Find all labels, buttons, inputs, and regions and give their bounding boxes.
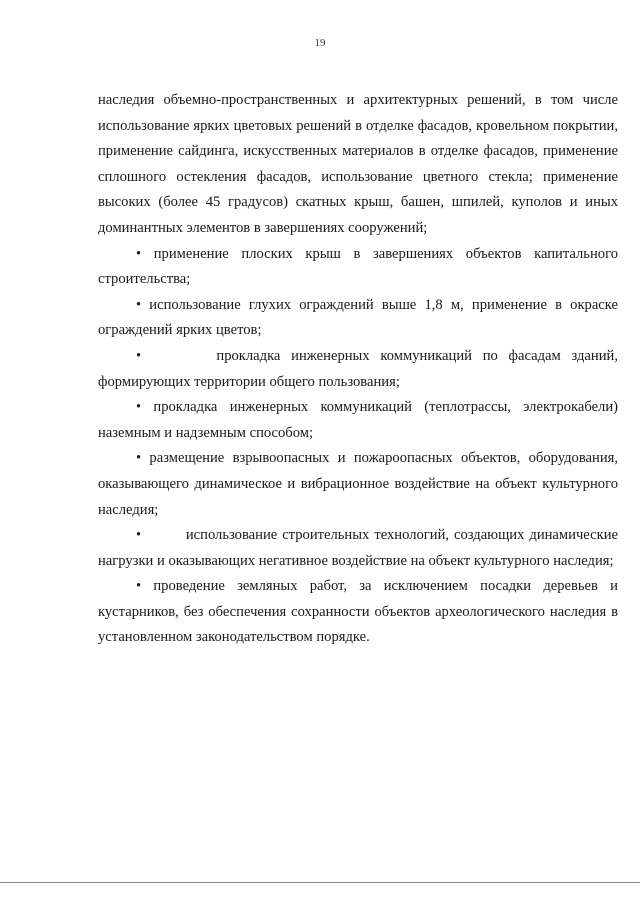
list-item: • прокладка инженерных коммуникаций (теплотрассы, электрокабели) наземным и надземным способом; bbox=[98, 399, 618, 441]
list-item: • размещение взрывоопасных и пожароопасных объектов, оборудования, оказывающего динамическое и вибрационное воздействие на объект культурного наследия; bbox=[98, 450, 618, 518]
list-item: • использование глухих ограждений выше 1,8 м, применение в окраске ограждений ярких цветов; bbox=[98, 296, 618, 339]
document-body bbox=[98, 88, 622, 651]
list-item: • применение плоских крыш в завершениях объектов капитального строительства; bbox=[98, 245, 618, 288]
list-item: • прокладка инженерных коммуникаций по фасадам зданий, формирующих территории общего пользования; bbox=[98, 347, 622, 390]
paragraph-continuation: наследия объемно-пространственных и архитектурных решений, в том числе использование ярких цветовых решений в отделке фасадов, кровельном покрытии, применение сайдинга, искусственных материалов в отделке фасадов, применение сплошного остекления фасадов, использование цветного стекла; применение высоких (более 45 градусов) скатных крыш, башен, шпилей, куполов и иных доминантных элементов в завершениях сооружений; bbox=[98, 92, 618, 236]
page-number: 19 bbox=[314, 37, 326, 49]
list-item: • использование строительных технологий, создающих динамические нагрузки и оказывающих негативное воздействие на объект культурного наследия; bbox=[98, 527, 622, 569]
list-item: • проведение земляных работ, за исключением посадки деревьев и кустарников, без обеспечения сохранности объектов археологического наследия в установленном законодательством порядке. bbox=[98, 578, 618, 646]
page-bottom-edge bbox=[0, 882, 640, 883]
